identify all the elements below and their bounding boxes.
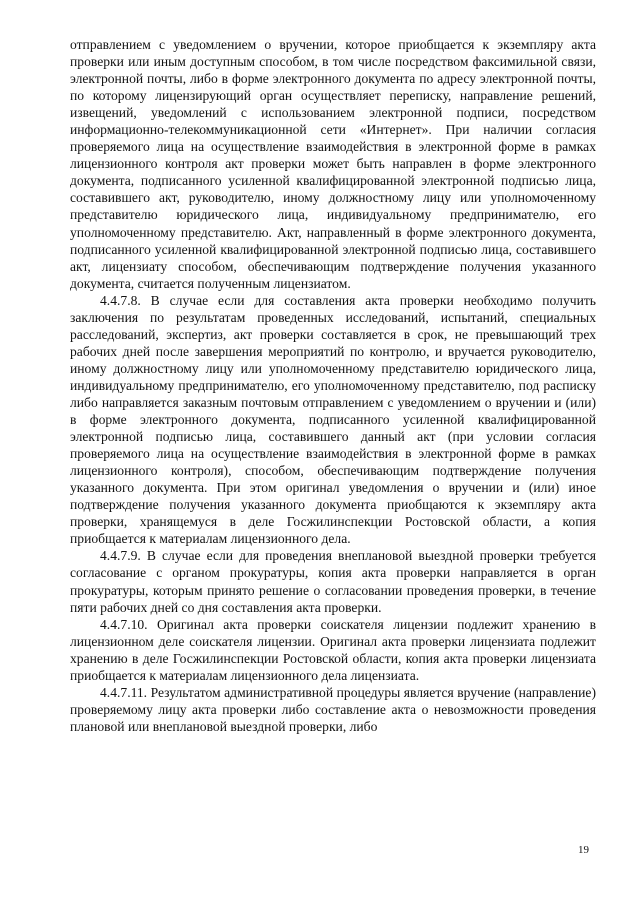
paragraph-4-4-7-8: 4.4.7.8. В случае если для составления акта проверки необходимо получить заключения по результатам проведенных исследований, испытаний, специальных расследований, экспертиз, акт проверки составляется в срок, не превышающий трех рабочих дней после завершения мероприятий по контролю, и вручается руководителю, иному должностному лицу или уполномоченному представителю юридического лица, индивидуальному предпринимателю, его уполномоченному представителю, под расписку либо направляется заказным почтовым отправлением с уведомлением о вручении и (или) в форме электронного документа, подписанного усиленной квалифицированной электронной подписью лица, составившего данный акт (при условии согласия проверяемого лица на осуществление взаимодействия в электронной форме в рамках лицензионного контроля), способом, обеспечивающим подтверждение получения указанного документа. При этом оригинал уведомления о вручении и (или) иное подтверждение получения указанного документа приобщаются к экземпляру акта проверки, хранящемуся в деле Госжилинспекции Ростовской области, а копия приобщается к материалам лицензионного дела. [70, 292, 596, 547]
page-number: 19 [578, 844, 589, 856]
paragraph-continuation: отправлением с уведомлением о вручении, которое приобщается к экземпляру акта проверки или иным доступным способом, в том числе посредством факсимильной связи, электронной почты, либо в форме электронного документа по адресу электронной почты, по которому лицензирующий орган осуществляет переписку, направление решений, извещений, уведомлений с использованием электронной подписи, посредством информационно-телекоммуникационной сети «Интернет». При наличии согласия проверяемого лица на осуществление взаимодействия в электронной форме в рамках лицензионного контроля акт проверки может быть направлен в форме электронного документа, подписанного усиленной квалифицированной электронной подписью лица, составившего акт, руководителю, иному должностному лицу или уполномоченному представителю юридического лица, индивидуальному предпринимателю, его уполномоченному представителю. Акт, направленный в форме электронного документа, подписанного усиленной квалифицированной электронной подписью лица, составившего акт, лицензиату способом, обеспечивающим подтверждение получения указанного документа, считается полученным лицензиатом. [70, 37, 596, 291]
paragraph-4-4-7-9: 4.4.7.9. В случае если для проведения внеплановой выездной проверки требуется согласование с органом прокуратуры, копия акта проверки направляется в орган прокуратуры, которым принято решение о согласовании проведения проверки, в течение пяти рабочих дней со дня составления акта проверки. [70, 548, 596, 615]
paragraph-4-4-7-11: 4.4.7.11. Результатом административной процедуры является вручение (направление) проверяемому лицу акта проверки либо составление акта о невозможности проведения плановой или внеплановой выездной проверки, либо [70, 684, 596, 734]
document-page [70, 36, 596, 735]
paragraph-4-4-7-10: 4.4.7.10. Оригинал акта проверки соискателя лицензии подлежит хранению в лицензионном деле соискателя лицензии. Оригинал акта проверки лицензиата подлежит хранению в деле Госжилинспекции Ростовской области, копия акта проверки лицензиата приобщается к материалам лицензионного дела лицензиата. [70, 616, 596, 683]
